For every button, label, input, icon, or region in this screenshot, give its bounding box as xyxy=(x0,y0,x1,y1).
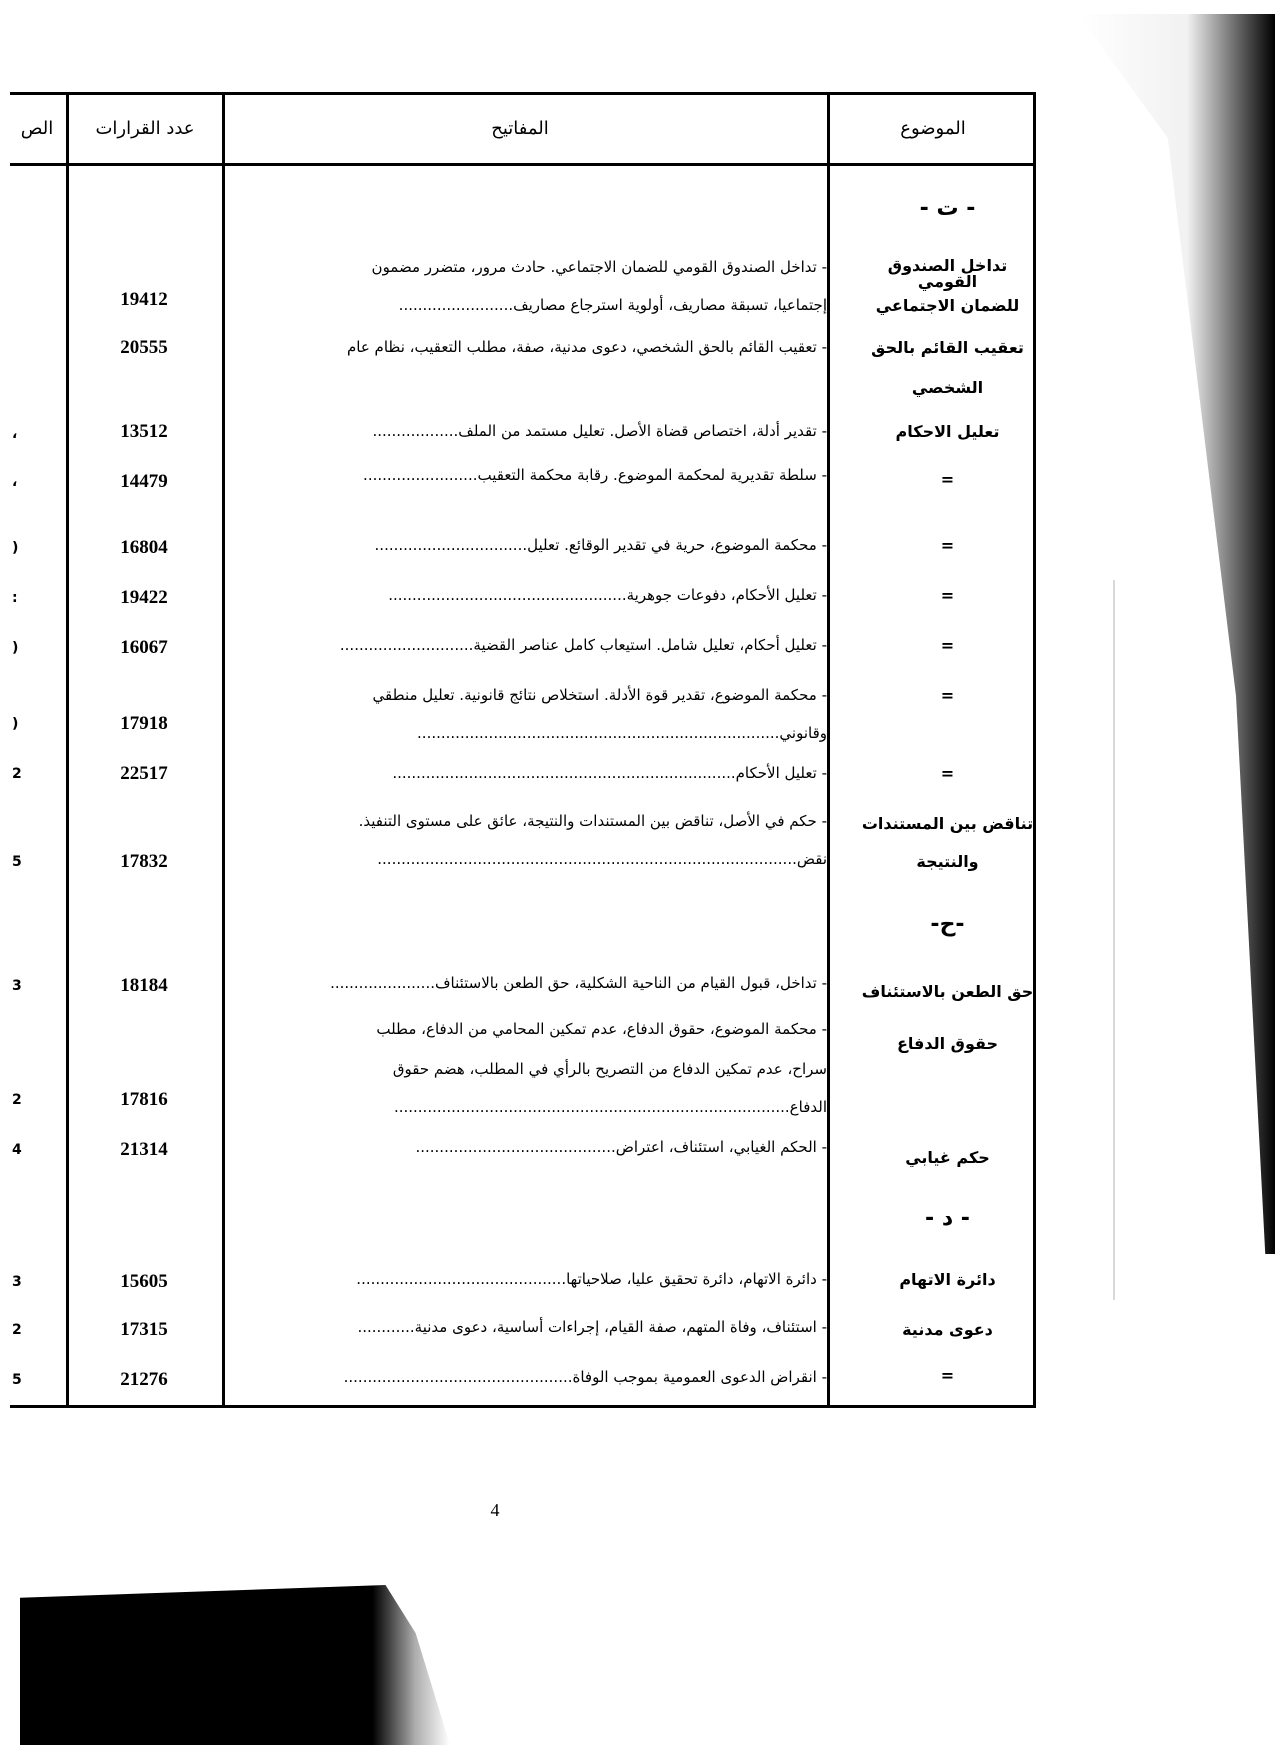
subject-cell: دائرة الاتهام xyxy=(899,1270,996,1289)
header-subject: الموضوع xyxy=(900,118,966,139)
keywords-line: إجتماعيا، تسبقة مصاريف، أولوية استرجاع مصاريف........................ xyxy=(398,296,827,314)
cut-column-fragment: 2 xyxy=(12,766,22,782)
keywords-line: الدفاع................................................................................... xyxy=(393,1098,827,1116)
subject-cell: = xyxy=(940,1366,955,1385)
scan-fold-line xyxy=(1113,580,1115,1300)
scan-shadow-bottom xyxy=(20,1585,450,1745)
subject-cell: = xyxy=(940,586,955,605)
decision-number: 15605 xyxy=(120,1271,168,1292)
table-bottom-border xyxy=(10,1405,1036,1408)
cut-column-fragment: ) xyxy=(12,640,19,656)
keywords-line: سراح، عدم تمكين الدفاع من التصريح بالرأي في المطلب، هضم حقوق xyxy=(392,1060,827,1078)
subject-cell: = xyxy=(940,636,955,655)
cut-column-fragment: 3 xyxy=(12,1274,22,1290)
cut-column-fragment: ) xyxy=(12,540,19,556)
keywords-line: وقانوني............................................................................ xyxy=(417,724,827,742)
keywords-line: - تعليل الأحكام........................................................................ xyxy=(392,764,827,782)
subject-cell: تناقض بين المستندات xyxy=(861,814,1034,833)
subject-cell: = xyxy=(940,536,955,555)
cut-column-fragment: 5 xyxy=(12,854,22,870)
keywords-line: - تقدير أدلة، اختصاص قضاة الأصل. تعليل مستمد من الملف.................. xyxy=(372,422,827,440)
section-letter-ta: - ت - xyxy=(919,196,976,221)
subject-cell: للضمان الاجتماعي xyxy=(875,296,1020,315)
decision-number: 19412 xyxy=(120,289,168,310)
subject-cell: = xyxy=(940,686,955,705)
keywords-line: - محكمة الموضوع، حرية في تقدير الوقائع. تعليل................................ xyxy=(374,536,827,554)
decision-number: 19422 xyxy=(120,587,168,608)
keywords-line: - تداخل الصندوق القومي للضمان الاجتماعي. حادث مرور، متضرر مضمون xyxy=(371,258,827,276)
subject-cell: تعقيب القائم بالحق xyxy=(871,338,1024,357)
cut-column-fragment: ، xyxy=(12,426,18,442)
decision-number: 13512 xyxy=(120,421,168,442)
keywords-line: - تعليل الأحكام، دفوعات جوهرية.................................................. xyxy=(388,586,827,604)
keywords-line: - استئناف، وفاة المتهم، صفة القيام، إجراءات أساسية، دعوى مدنية............ xyxy=(357,1318,827,1336)
cut-column-fragment: 4 xyxy=(12,1142,22,1158)
keywords-line: - سلطة تقديرية لمحكمة الموضوع. رقابة محكمة التعقيب........................ xyxy=(363,466,827,484)
page-number: 4 xyxy=(490,1500,500,1520)
subject-cell: حكم غيابي xyxy=(905,1148,990,1167)
section-letter-ha: -ح- xyxy=(930,912,965,937)
keywords-line: - حكم في الأصل، تناقض بين المستندات والنتيجة، عائق على مستوى التنفيذ. xyxy=(358,812,827,830)
decision-number: 22517 xyxy=(120,763,168,784)
subject-cell: الشخصي xyxy=(911,378,984,397)
decision-number: 14479 xyxy=(120,471,168,492)
subject-cell: = xyxy=(940,470,955,489)
header-keywords: المفاتيح xyxy=(491,118,549,139)
subject-cell: والنتيجة xyxy=(916,852,979,871)
cut-column-fragment: ، xyxy=(12,474,18,490)
cut-column-fragment: ) xyxy=(12,716,19,732)
decision-number: 17816 xyxy=(120,1089,168,1110)
cut-column-fragment: 5 xyxy=(12,1372,22,1388)
cut-column-fragment: 2 xyxy=(12,1322,22,1338)
table-header-separator xyxy=(10,163,1036,166)
keywords-line: - تعليل أحكام، تعليل شامل. استيعاب كامل عناصر القضية............................ xyxy=(339,636,827,654)
decision-number: 20555 xyxy=(120,337,168,358)
header-count: عدد القرارات xyxy=(95,118,195,139)
keywords-line: - محكمة الموضوع، حقوق الدفاع، عدم تمكين المحامي من الدفاع، مطلب xyxy=(376,1020,827,1038)
cut-column-fragment: : xyxy=(12,590,18,606)
cut-column-fragment: 3 xyxy=(12,978,22,994)
keywords-line: - تعقيب القائم بالحق الشخصي، دعوى مدنية، صفة، مطلب التعقيب، نظام عام xyxy=(346,338,827,356)
keywords-line: - تداخل، قبول القيام من الناحية الشكلية، حق الطعن بالاستئناف...................... xyxy=(330,974,827,992)
subject-cell: = xyxy=(940,764,955,783)
table-top-border xyxy=(10,92,1036,95)
keywords-line: نقض........................................................................................ xyxy=(377,850,827,868)
subject-cell: تعليل الاحكام xyxy=(895,422,1000,441)
subject-cell: دعوى مدنية xyxy=(902,1320,993,1339)
keywords-line: - محكمة الموضوع، تقدير قوة الأدلة. استخلاص نتائج قانونية. تعليل منطقي xyxy=(372,686,827,704)
keywords-line: - انقراض الدعوى العمومية بموجب الوفاة................................................ xyxy=(343,1368,827,1386)
decision-number: 17832 xyxy=(120,851,168,872)
header-cut-column: الص xyxy=(20,118,54,139)
decision-number: 21314 xyxy=(120,1139,168,1160)
decision-number: 16067 xyxy=(120,637,168,658)
subject-column-divider xyxy=(827,92,830,1408)
count-column-divider xyxy=(222,92,225,1408)
scan-shadow-right xyxy=(1080,14,1275,1254)
subject-cell: حق الطعن بالاستئناف xyxy=(861,982,1034,1001)
decision-number: 16804 xyxy=(120,537,168,558)
keywords-line: - دائرة الاتهام، دائرة تحقيق عليا، صلاحياتها............................................ xyxy=(356,1270,827,1288)
section-letter-dal: - د - xyxy=(925,1206,970,1231)
decision-number: 17315 xyxy=(120,1319,168,1340)
subject-cell: حقوق الدفاع xyxy=(896,1034,999,1053)
subject-cell: تداخل الصندوق القومي xyxy=(887,256,1008,291)
decision-number: 18184 xyxy=(120,975,168,996)
cut-column-fragment: 2 xyxy=(12,1092,22,1108)
decision-number: 17918 xyxy=(120,713,168,734)
keywords-line: - الحكم الغيابي، استئناف، اعتراض.......................................... xyxy=(415,1138,827,1156)
decision-number: 21276 xyxy=(120,1369,168,1390)
